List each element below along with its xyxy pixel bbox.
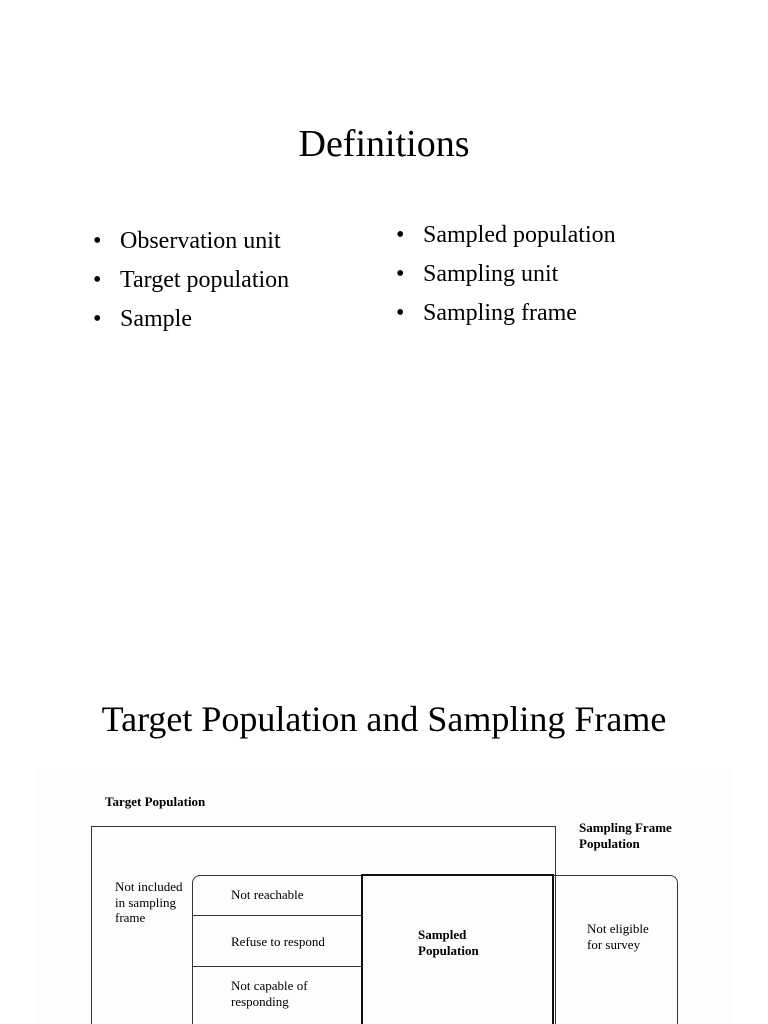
bullet-item: • Observation unit xyxy=(93,228,281,254)
bullet-dot-icon: • xyxy=(396,300,405,326)
not-included-label: Not included in sampling frame xyxy=(115,879,183,926)
bullet-item: • Sample xyxy=(93,306,192,332)
target-population-label: Target Population xyxy=(105,794,206,809)
right-bullet-list xyxy=(396,223,616,340)
bullet-item: • Sampling frame xyxy=(396,300,577,326)
divider xyxy=(192,915,362,917)
slide-title-target-population: Target Population and Sampling Frame xyxy=(101,699,667,739)
sampled-population-label: Sampled Population xyxy=(418,927,479,958)
not-eligible-label: Not eligible for survey xyxy=(587,921,649,952)
bullet-item: • Sampling unit xyxy=(396,261,559,287)
bullet-dot-icon: • xyxy=(396,222,405,248)
not-reachable-label: Not reachable xyxy=(231,887,304,902)
bullet-item: • Sampled population xyxy=(396,222,616,248)
divider xyxy=(192,966,362,968)
slide-title-definitions: Definitions xyxy=(298,123,470,165)
sampling-frame-label: Sampling Frame Population xyxy=(579,820,672,851)
bullet-dot-icon: • xyxy=(93,228,102,254)
refuse-to-respond-label: Refuse to respond xyxy=(231,934,325,949)
bullet-dot-icon: • xyxy=(396,261,405,287)
bullet-dot-icon: • xyxy=(93,267,102,293)
population-diagram xyxy=(37,768,732,1024)
bullet-item: • Target population xyxy=(93,267,290,293)
left-bullet-list xyxy=(93,229,289,346)
not-capable-label: Not capable of responding xyxy=(231,978,308,1009)
bullet-dot-icon: • xyxy=(93,306,102,332)
